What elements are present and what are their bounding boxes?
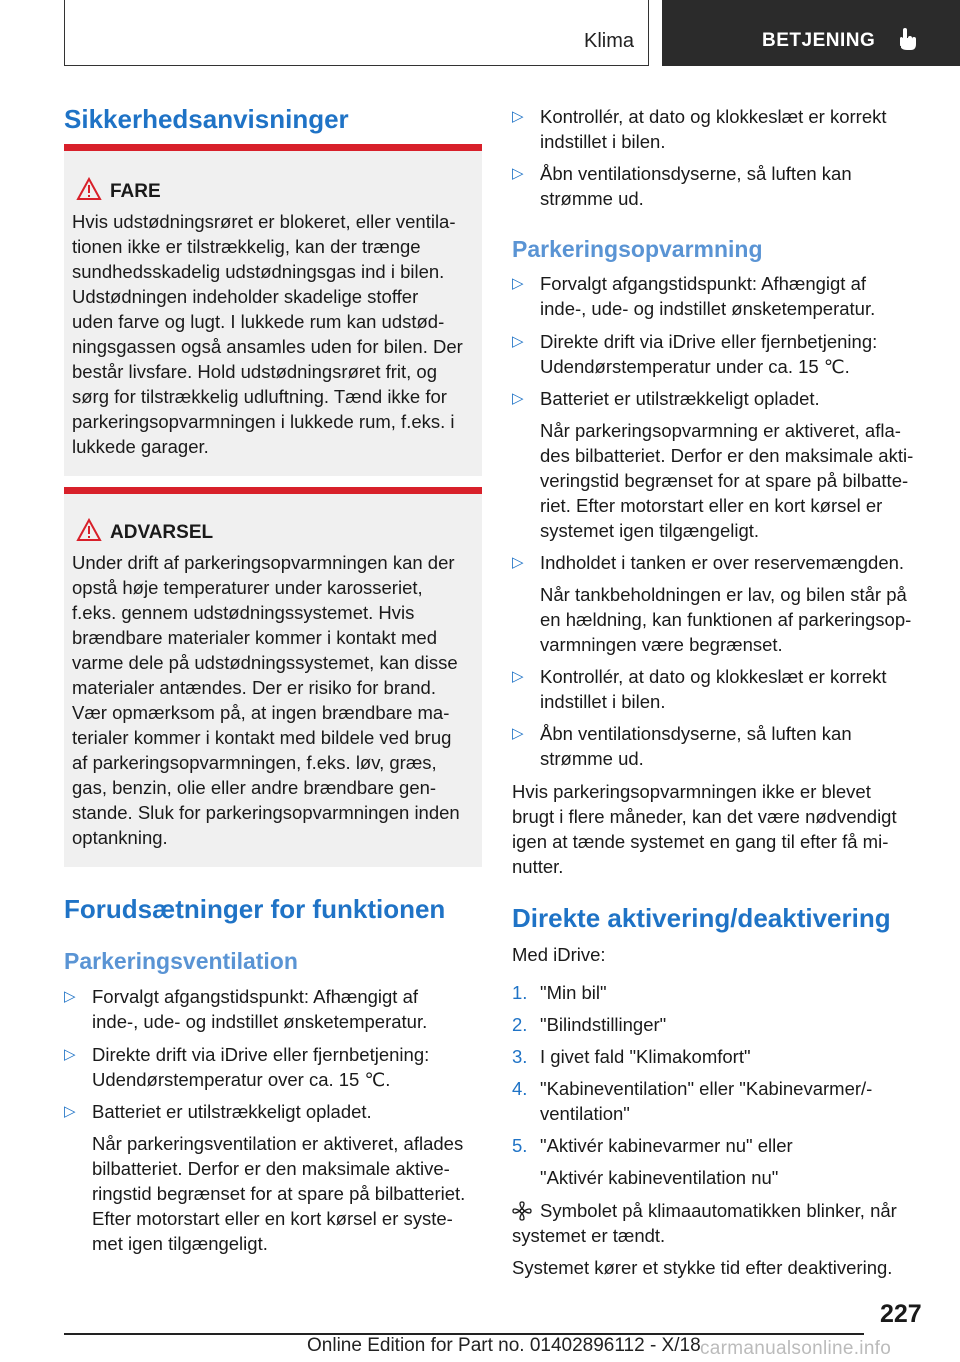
text-line: af parkeringsopvarmningen, f.eks. løv, græs, — [72, 752, 437, 773]
heading-direct-activation: Direkte aktivering/deaktivering — [512, 903, 891, 933]
text-line: varme dele på udstødningssystemet, kan disse — [72, 652, 458, 673]
text-line: opstå høje temperaturer under karosseriet, — [72, 577, 423, 598]
page-number: 227 — [880, 1300, 922, 1328]
hand-pointer-icon — [895, 26, 919, 52]
text-line: en hældning, kan funktionen af parkeringsop- — [540, 609, 912, 630]
bullet-triangle-icon: ▷ — [512, 554, 524, 571]
text-line: Indholdet i tanken er over reservemængden. — [540, 552, 905, 573]
text-line: Vær opmærksom på, at ingen brændbare ma- — [72, 702, 450, 723]
bullet-triangle-icon: ▷ — [64, 1103, 76, 1120]
warning-triangle-icon — [76, 177, 102, 201]
bullet-triangle-icon: ▷ — [512, 165, 524, 182]
text-line: brugt i flere måneder, kan det være nødvendigt — [512, 806, 897, 827]
bullet-triangle-icon: ▷ — [64, 1046, 76, 1063]
bullet-triangle-icon: ▷ — [512, 390, 524, 407]
text-line: strømme ud. — [540, 748, 644, 769]
text-line — [512, 1198, 930, 1223]
text-line: sørg for tilstrækkelig udluftning. Tænd ikke for — [72, 386, 447, 407]
text-line: optankning. — [72, 827, 168, 848]
fan-icon — [512, 1201, 532, 1221]
warning-triangle-icon — [76, 518, 102, 542]
text-line: Batteriet er utilstrækkeligt opladet. — [540, 388, 820, 409]
text-line: materialer antændes. Der er risiko for brand. — [72, 677, 436, 698]
paragraph-symbol — [512, 1198, 930, 1248]
symbol-text-first-line: Symbolet på klimaautomatikken blinker, når — [540, 1200, 897, 1221]
text-line: stande. Sluk for parkeringsopvarmningen inden — [72, 802, 460, 823]
text-line: "Min bil" — [540, 982, 607, 1003]
danger-title: FARE — [110, 181, 161, 202]
heading-prerequisites: Forudsætninger for funktionen — [64, 894, 446, 924]
text-line: Åbn ventilationsdyserne, så luften kan — [540, 163, 852, 184]
step-number: 1. — [512, 982, 528, 1003]
text-line: Hvis parkeringsopvarmningen ikke er blevet — [512, 781, 871, 802]
header-section-tab — [64, 0, 649, 66]
text-line: bilbatteriet. Derfor er den maksimale aktive- — [92, 1158, 450, 1179]
text-line: f.eks. gennem udstødningssystemet. Hvis — [72, 602, 415, 623]
text-line: I givet fald "Klimakomfort" — [540, 1046, 751, 1067]
header-chapter-tab — [662, 0, 960, 66]
footer-edition: Online Edition for Part no. 01402896112 - X/18 — [307, 1335, 701, 1356]
warning-box — [64, 487, 482, 867]
text-line: ringstid begrænset for at spare på bilbatteriet. — [92, 1183, 466, 1204]
text-line: "Kabineventilation" eller "Kabinevarmer/- — [540, 1078, 873, 1099]
text-line: Under drift af parkeringsopvarmningen kan der — [72, 552, 455, 573]
text-line: Udstødningen indeholder skadelige stoffer — [72, 286, 419, 307]
text-line: "Aktivér kabinevarmer nu" eller — [540, 1135, 793, 1156]
text-line: Når parkeringsventilation er aktiveret, aflades — [92, 1133, 464, 1154]
text-line: består livsfare. Hold udstødningsrøret frit, og — [72, 361, 438, 382]
heading-safety: Sikkerhedsanvisninger — [64, 104, 349, 134]
bullet-triangle-icon: ▷ — [512, 668, 524, 685]
text-line: Kontrollér, at dato og klokkeslæt er korrekt — [540, 666, 887, 687]
text-line: Forvalgt afgangstidspunkt: Afhængigt af — [540, 273, 867, 294]
text-line: Direkte drift via iDrive eller fjernbetjening: — [92, 1044, 430, 1065]
text-line: indstillet i bilen. — [540, 131, 666, 152]
text-line: terialer kommer i kontakt med bildele ved brug — [72, 727, 452, 748]
bullet-triangle-icon: ▷ — [512, 275, 524, 292]
text-line: gas, benzin, olie eller andre brændbare gen- — [72, 777, 437, 798]
paragraph-after-deactivation: Systemet kører et stykke tid efter deaktivering. — [512, 1257, 893, 1278]
text-line: Efter motorstart eller en kort kørsel er syste- — [92, 1208, 453, 1229]
bullet-triangle-icon: ▷ — [512, 333, 524, 350]
text-line: Udendørstemperatur over ca. 15 ℃. — [92, 1069, 391, 1090]
text-line: riet. Efter motorstart eller en kort kørsel er — [540, 495, 883, 516]
text-line: Når tankbeholdningen er lav, og bilen står på — [540, 584, 907, 605]
text-line: systemet er tændt. — [512, 1225, 666, 1246]
heading-parking-heating: Parkeringsopvarmning — [512, 236, 763, 262]
text-line: varmningen være begrænset. — [540, 634, 783, 655]
header-section-title: Klima — [583, 30, 634, 52]
text-line: lukkede garager. — [72, 436, 209, 457]
text-line: inde-, ude- og indstillet ønsketemperatur. — [540, 298, 876, 319]
step-number: 5. — [512, 1135, 528, 1156]
text-line: "Bilindstillinger" — [540, 1014, 667, 1035]
text-line: sundhedsskadelig udstødningsgas ind i bilen. — [72, 261, 445, 282]
bullet-triangle-icon: ▷ — [64, 988, 76, 1005]
text-line: tionen ikke er tilstrækkelig, kan der trænge — [72, 236, 421, 257]
step-number: 2. — [512, 1014, 528, 1035]
text-line: veringstid begrænset for at spare på bilbatte- — [540, 470, 909, 491]
bullet-triangle-icon: ▷ — [512, 725, 524, 742]
text-line: uden farve og lugt. I lukkede rum kan udstød- — [72, 311, 445, 332]
header-chapter-title: BETJENING — [762, 30, 876, 51]
text-line: strømme ud. — [540, 188, 644, 209]
paragraph-months — [512, 779, 930, 879]
text-line: Åbn ventilationsdyserne, så luften kan — [540, 723, 852, 744]
text-line: indstillet i bilen. — [540, 691, 666, 712]
danger-text — [72, 209, 477, 459]
intro-text: Med iDrive: — [512, 944, 606, 965]
text-line: Hvis udstødningsrøret er blokeret, eller ventila- — [72, 211, 456, 232]
text-line: des bilbatteriet. Derfor er den maksimale akti- — [540, 445, 914, 466]
text-line: Forvalgt afgangstidspunkt: Afhængigt af — [92, 986, 419, 1007]
text-line: Direkte drift via iDrive eller fjernbetjening: — [540, 331, 878, 352]
text-line: ningsgassen også ansamles uden for bilen. Der — [72, 336, 463, 357]
text-line: nutter. — [512, 856, 564, 877]
watermark: carmanualsonline.info — [700, 1338, 892, 1359]
text-line: Udendørstemperatur under ca. 15 ℃. — [540, 356, 850, 377]
text-line: "Aktivér kabineventilation nu" — [540, 1167, 779, 1188]
text-line: met igen tilgængeligt. — [92, 1233, 268, 1254]
text-line: Kontrollér, at dato og klokkeslæt er korrekt — [540, 106, 887, 127]
text-line: parkeringsopvarmningen i lukkede rum, f.eks. i — [72, 411, 455, 432]
heading-parking-ventilation: Parkeringsventilation — [64, 948, 298, 974]
step-number: 4. — [512, 1078, 528, 1099]
text-line: inde-, ude- og indstillet ønsketemperatur. — [92, 1011, 428, 1032]
text-line: igen at tænde systemet en gang til efter få mi- — [512, 831, 889, 852]
text-line: ventilation" — [540, 1103, 630, 1124]
warning-text — [72, 550, 477, 850]
text-line: brændbare materialer kommer i kontakt med — [72, 627, 438, 648]
text-line: Når parkeringsopvarmning er aktiveret, afla- — [540, 420, 901, 441]
warning-title: ADVARSEL — [110, 522, 214, 543]
text-line: Batteriet er utilstrækkeligt opladet. — [92, 1101, 372, 1122]
bullet-triangle-icon: ▷ — [512, 108, 524, 125]
step-number: 3. — [512, 1046, 528, 1067]
danger-box — [64, 144, 482, 476]
text-line: systemet igen tilgængeligt. — [540, 520, 760, 541]
